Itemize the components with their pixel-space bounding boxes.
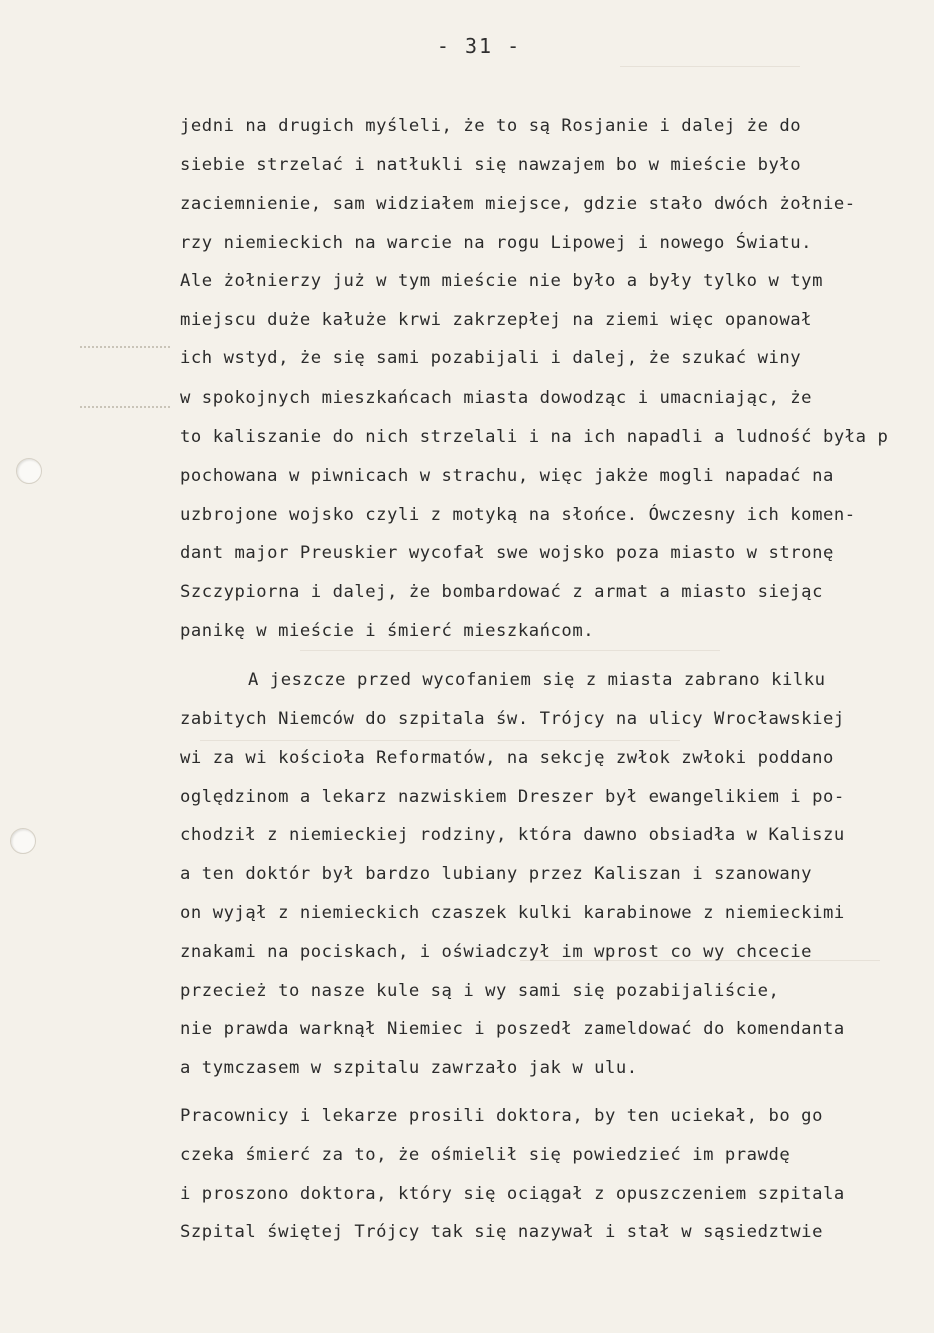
text-line: to kaliszanie do nich strzelali i na ich napadli a ludność była p (180, 427, 889, 447)
text-line: znakami na pociskach, i oświadczył im wprost co wy chcecie (180, 942, 813, 962)
text-line: oględzinom a lekarz nazwiskiem Dreszer był ewangelikiem i po- (180, 787, 845, 807)
margin-dots (80, 346, 170, 350)
text-line: uzbrojone wojsko czyli z motyką na słońce. Ówczesny ich komen- (180, 505, 856, 525)
text-line: i proszono doktora, który się ociągał z opuszczeniem szpitala (180, 1184, 845, 1204)
text-line: siebie strzelać i natłukli się nawzajem bo w mieście było (180, 155, 802, 175)
text-line: zaciemnienie, sam widziałem miejsce, gdzie stało dwóch żołnie- (180, 194, 856, 214)
bleed-through-mark (620, 66, 800, 67)
text-line: czeka śmierć za to, że ośmielił się powiedzieć im prawdę (180, 1145, 791, 1165)
text-line: dant major Preuskier wycofał swe wojsko poza miasto w stronę (180, 543, 834, 563)
text-line: w spokojnych mieszkańcach miasta dowodząc i umacniając, że (180, 388, 813, 408)
punch-hole-bottom (10, 828, 36, 854)
text-line: jedni na drugich myśleli, że to są Rosjanie i dalej że do (180, 116, 802, 136)
text-line: Szpital świętej Trójcy tak się nazywał i stał w sąsiedztwie (180, 1222, 823, 1242)
text-line: chodził z niemieckiej rodziny, która dawno obsiadła w Kaliszu (180, 825, 845, 845)
text-line: ich wstyd, że się sami pozabijali i dalej, że szukać winy (180, 348, 802, 368)
text-line: Szczypiorna i dalej, że bombardować z armat a miasto siejąc (180, 582, 823, 602)
punch-hole-top (16, 458, 42, 484)
margin-dots (80, 406, 170, 410)
text-line: rzy niemieckich na warcie na rogu Lipowej i nowego Światu. (180, 233, 813, 253)
text-line: a ten doktór był bardzo lubiany przez Kaliszan i szanowany (180, 864, 813, 884)
text-line: przecież to nasze kule są i wy sami się pozabijaliście, (180, 981, 780, 1001)
text-line: Pracownicy i lekarze prosili doktora, by ten uciekał, bo go (180, 1106, 823, 1126)
text-line: miejscu duże kałuże krwi zakrzepłej na ziemi więc opanował (180, 310, 813, 330)
text-line: zabitych Niemców do szpitala św. Trójcy na ulicy Wrocławskiej (180, 709, 845, 729)
text-line: a tymczasem w szpitalu zawrzało jak w ulu. (180, 1058, 638, 1078)
text-line: on wyjął z niemieckich czaszek kulki karabinowe z niemieckimi (180, 903, 845, 923)
text-line: wi za wi kościoła Reformatów, na sekcję zwłok zwłoki poddano (180, 748, 834, 768)
bleed-through-mark (200, 740, 680, 741)
text-line: nie prawda warknął Niemiec i poszedł zameldować do komendanta (180, 1019, 845, 1039)
text-line: Ale żołnierzy już w tym mieście nie było a były tylko w tym (180, 271, 823, 291)
text-line: pochowana w piwnicach w strachu, więc jakże mogli napadać na (180, 466, 834, 486)
page-number: - 31 - (436, 34, 522, 58)
text-line: A jeszcze przed wycofaniem się z miasta zabrano kilku (248, 670, 826, 690)
bleed-through-mark (300, 650, 720, 651)
text-line: panikę w mieście i śmierć mieszkańcom. (180, 621, 595, 641)
